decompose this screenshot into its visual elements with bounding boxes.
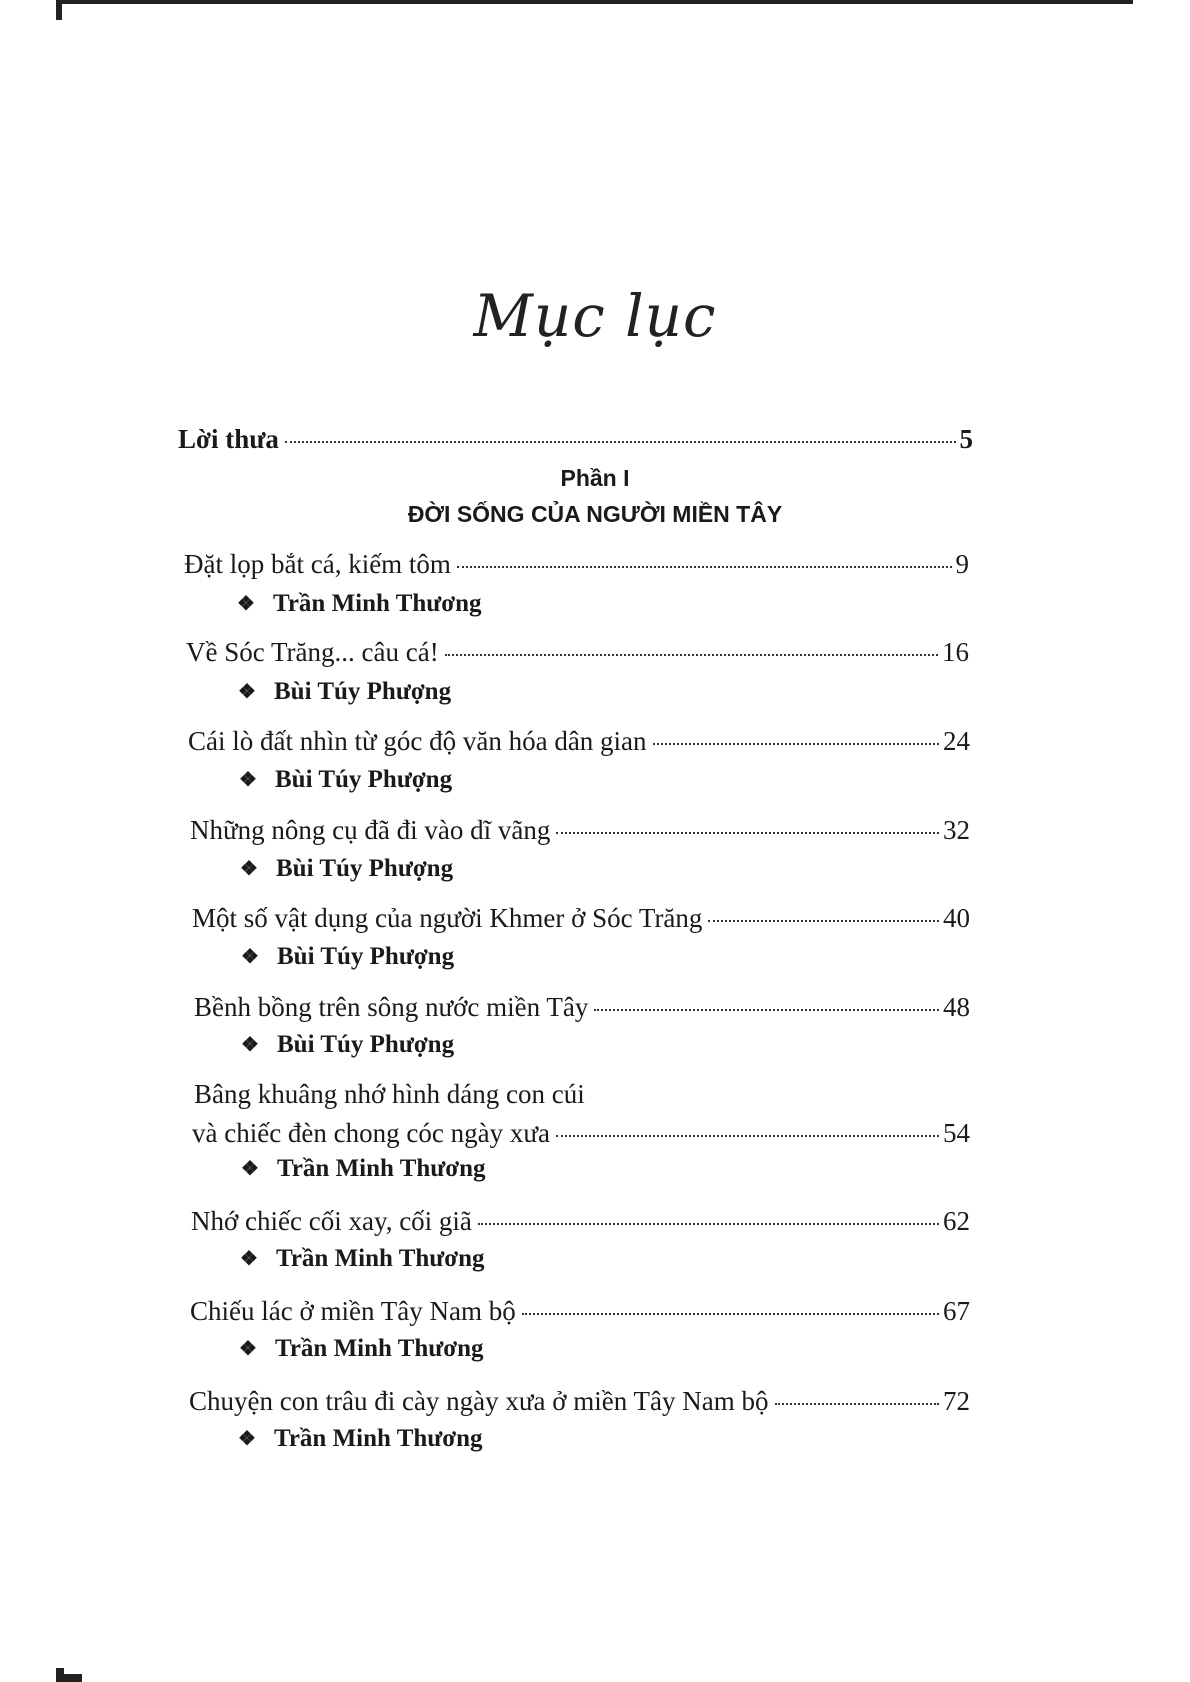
top-border-rule <box>58 0 1133 4</box>
dot-leader <box>653 723 939 745</box>
toc-author <box>237 1334 484 1364</box>
entry-title: Chiếu lác ở miền Tây Nam bộ <box>190 1296 516 1326</box>
dot-leader <box>285 421 956 443</box>
toc-author <box>239 1030 454 1060</box>
dot-leader <box>556 812 939 834</box>
dot-leader <box>522 1293 939 1315</box>
author-name: Trần Minh Thương <box>274 1425 483 1452</box>
dot-leader <box>457 546 952 568</box>
entry-title: Cái lò đất nhìn từ góc độ văn hóa dân gian <box>188 726 647 756</box>
author-name: Bùi Túy Phượng <box>275 766 453 793</box>
page-number: 16 <box>942 637 969 667</box>
toc-entry[interactable] <box>192 902 970 934</box>
toc-entry[interactable] <box>192 1117 970 1149</box>
diamond-bullet-icon: ❖ <box>238 681 256 703</box>
entry-title: Chuyện con trâu đi cày ngày xưa ở miền Tây Nam bộ <box>189 1386 769 1416</box>
author-name: Trần Minh Thương <box>275 1335 484 1362</box>
page-number: 9 <box>955 549 969 579</box>
toc-author <box>239 1154 486 1184</box>
diamond-bullet-icon: ❖ <box>240 1248 258 1270</box>
dot-leader <box>708 900 939 922</box>
page-title: Mục lục <box>473 282 717 350</box>
page-number: 67 <box>943 1296 970 1326</box>
author-name: Bùi Túy Phượng <box>276 855 454 882</box>
page-number: 48 <box>943 992 970 1022</box>
toc-entry[interactable] <box>186 636 969 668</box>
toc-author <box>235 589 482 619</box>
author-name: Bùi Túy Phượng <box>274 678 452 705</box>
toc-author <box>239 942 454 972</box>
toc-author <box>236 677 451 707</box>
author-name: Trần Minh Thương <box>273 590 482 617</box>
diamond-bullet-icon: ❖ <box>241 1158 259 1180</box>
toc-entry[interactable] <box>190 1295 970 1327</box>
diamond-bullet-icon: ❖ <box>241 1034 259 1056</box>
author-name: Trần Minh Thương <box>276 1245 485 1272</box>
dot-leader <box>594 989 939 1011</box>
dot-leader <box>775 1383 939 1405</box>
toc-author <box>236 1424 483 1454</box>
page-number: 62 <box>943 1206 970 1236</box>
toc-entry-title-line1[interactable]: Bâng khuâng nhớ hình dáng con cúi <box>194 1079 585 1109</box>
diamond-bullet-icon: ❖ <box>240 858 258 880</box>
diamond-bullet-icon: ❖ <box>241 946 259 968</box>
toc-author <box>238 1244 485 1274</box>
toc-author <box>238 854 453 884</box>
dot-leader <box>556 1115 939 1137</box>
diamond-bullet-icon: ❖ <box>238 1428 256 1450</box>
page-number: 54 <box>943 1118 970 1148</box>
diamond-bullet-icon: ❖ <box>239 1338 257 1360</box>
diamond-bullet-icon: ❖ <box>239 769 257 791</box>
entry-title: Nhớ chiếc cối xay, cối giã <box>191 1206 472 1236</box>
page-number: 24 <box>943 726 970 756</box>
dot-leader <box>478 1203 939 1225</box>
entry-title: Lời thưa <box>178 424 279 454</box>
toc-entry[interactable] <box>191 1205 970 1237</box>
author-name: Trần Minh Thương <box>277 1155 486 1182</box>
page-number: 32 <box>943 815 970 845</box>
entry-title: Những nông cụ đã đi vào dĩ vãng <box>190 815 551 845</box>
toc-entry[interactable] <box>190 814 970 846</box>
toc-entry[interactable] <box>189 1385 970 1417</box>
dot-leader <box>445 634 938 656</box>
toc-author <box>237 765 452 795</box>
author-name: Bùi Túy Phượng <box>277 943 455 970</box>
entry-title: Đặt lọp bắt cá, kiếm tôm <box>184 549 451 579</box>
author-name: Bùi Túy Phượng <box>277 1031 455 1058</box>
page-number: 72 <box>943 1386 970 1416</box>
entry-title: Bềnh bồng trên sông nước miền Tây <box>194 992 589 1022</box>
toc-entry[interactable] <box>184 548 969 580</box>
page-number: 40 <box>943 903 970 933</box>
entry-title: và chiếc đèn chong cóc ngày xưa <box>192 1118 550 1148</box>
toc-entry[interactable] <box>188 725 970 757</box>
part-number: Phần I <box>560 465 630 491</box>
toc-entry-preface[interactable] <box>178 423 973 455</box>
entry-title: Về Sóc Trăng... câu cá! <box>186 637 439 667</box>
diamond-bullet-icon: ❖ <box>237 593 255 615</box>
bottom-corner-mark <box>56 1668 82 1682</box>
entry-title: Một số vật dụng của người Khmer ở Sóc Trăng <box>192 903 703 933</box>
top-corner-mark <box>56 0 62 20</box>
toc-entry[interactable] <box>194 991 970 1023</box>
page-number: 5 <box>959 424 973 454</box>
part-title: ĐỜI SỐNG CỦA NGƯỜI MIỀN TÂY <box>407 501 783 527</box>
